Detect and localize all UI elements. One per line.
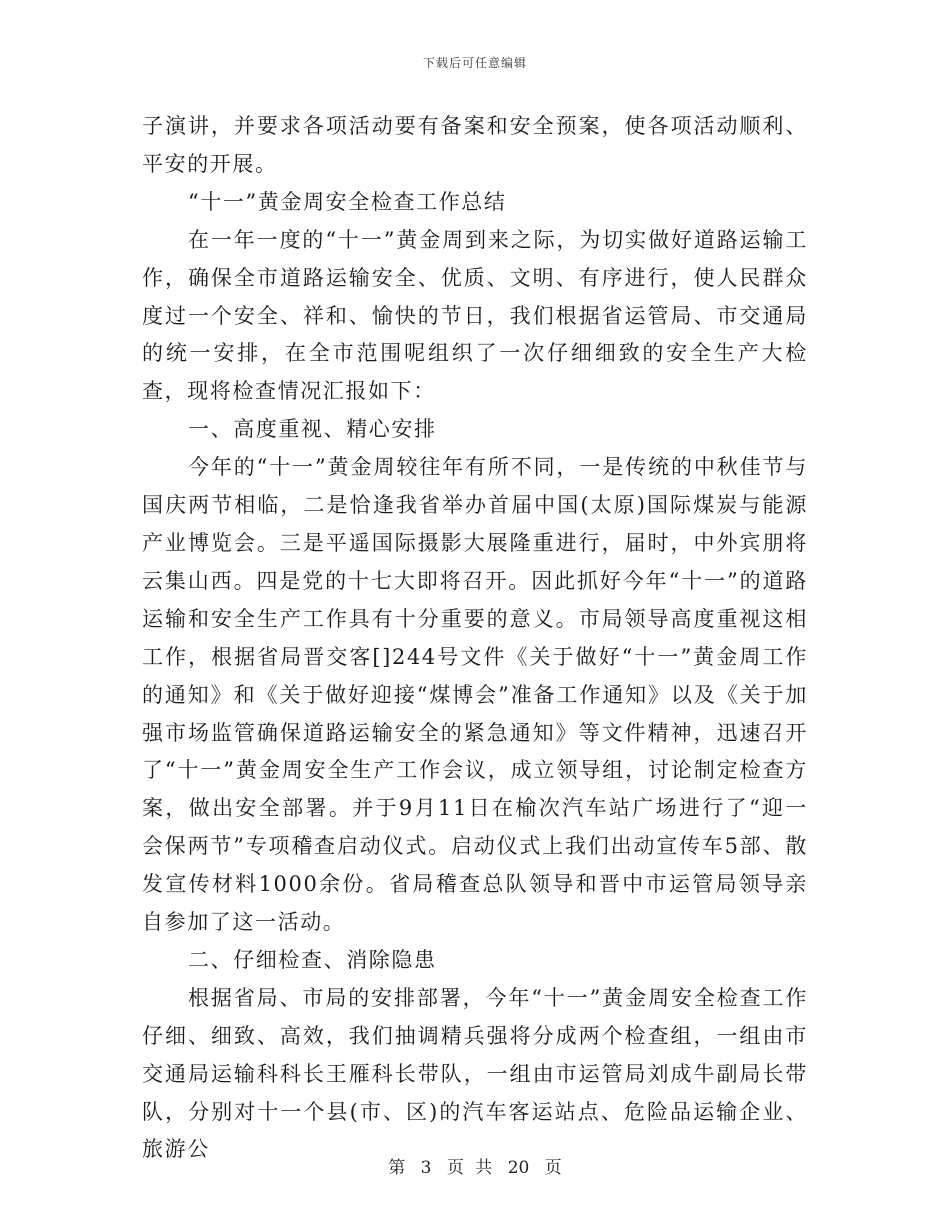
paragraph-section-1: 今年的“十一”黄金周较往年有所不同，一是传统的中秋佳节与国庆两节相临，二是恰逢我省举办首届中国(太原)国际煤炭与能源产业博览会。三是平遥国际摄影大展隆重进行，届时，中外宾朋将云集山西。四是党的十七大即将召开。因此抓好今年“十一”的道路运输和安全生产工作具有十分重要的意义。市局领导高度重视这相工作，根据省局晋交客[]244号文件《关于做好“十一”黄金周工作的通知》和《关于做好迎接“煤博会”准备工作通知》以及《关于加强市场监管确保道路运输安全的紧急通知》等文件精神，迅速召开了“十一”黄金周安全生产工作会议，成立领导组，讨论制定检查方案，做出安全部署。并于9月11日在榆次汽车站广场进行了“迎一会保两节”专项稽查启动仪式。启动仪式上我们出动宣传车5部、散发宣传材料1000余份。省局稽查总队领导和晋中市运管局领导亲自参加了这一活动。 — [142, 455, 809, 935]
footer-suffix: 页 — [544, 1158, 562, 1178]
document-body — [142, 108, 808, 1169]
section-heading-2: 二、仔细检查、消除隐患 — [188, 947, 437, 972]
footer-total-pages: 20 — [507, 1158, 530, 1178]
page-header-note: 下载后可任意编辑 — [422, 56, 527, 70]
footer-middle: 页 共 — [446, 1158, 493, 1178]
section-title: “十一”黄金周安全检查工作总结 — [188, 189, 507, 214]
paragraph-intro: 在一年一度的“十一”黄金周到来之际，为切实做好道路运输工作，确保全市道路运输安全、优质、文明、有序进行，使人民群众度过一个安全、祥和、愉快的节日，我们根据省运管局、市交通局的统一安排，在全市范围呢组织了一次仔细细致的安全生产大检查，现将检查情况汇报如下： — [142, 227, 808, 404]
paragraph-continuation: 子演讲，并要求各项活动要有备案和安全预案，使各项活动顺利、平安的开展。 — [142, 114, 808, 176]
paragraph-section-2: 根据省局、市局的安排部署，今年“十一”黄金周安全检查工作仔细、细致、高效，我们抽调精兵强将分成两个检查组，一组由市交通局运输科科长王雁科长带队，一组由市运管局刘成牛副局长带队，分别对十一个县(市、区)的汽车客运站点、危险品运输企业、旅游公 — [142, 985, 808, 1162]
footer-prefix: 第 — [388, 1158, 406, 1178]
page-footer — [0, 1153, 950, 1178]
section-heading-1: 一、高度重视、精心安排 — [188, 417, 437, 442]
footer-page-number: 3 — [420, 1158, 432, 1178]
